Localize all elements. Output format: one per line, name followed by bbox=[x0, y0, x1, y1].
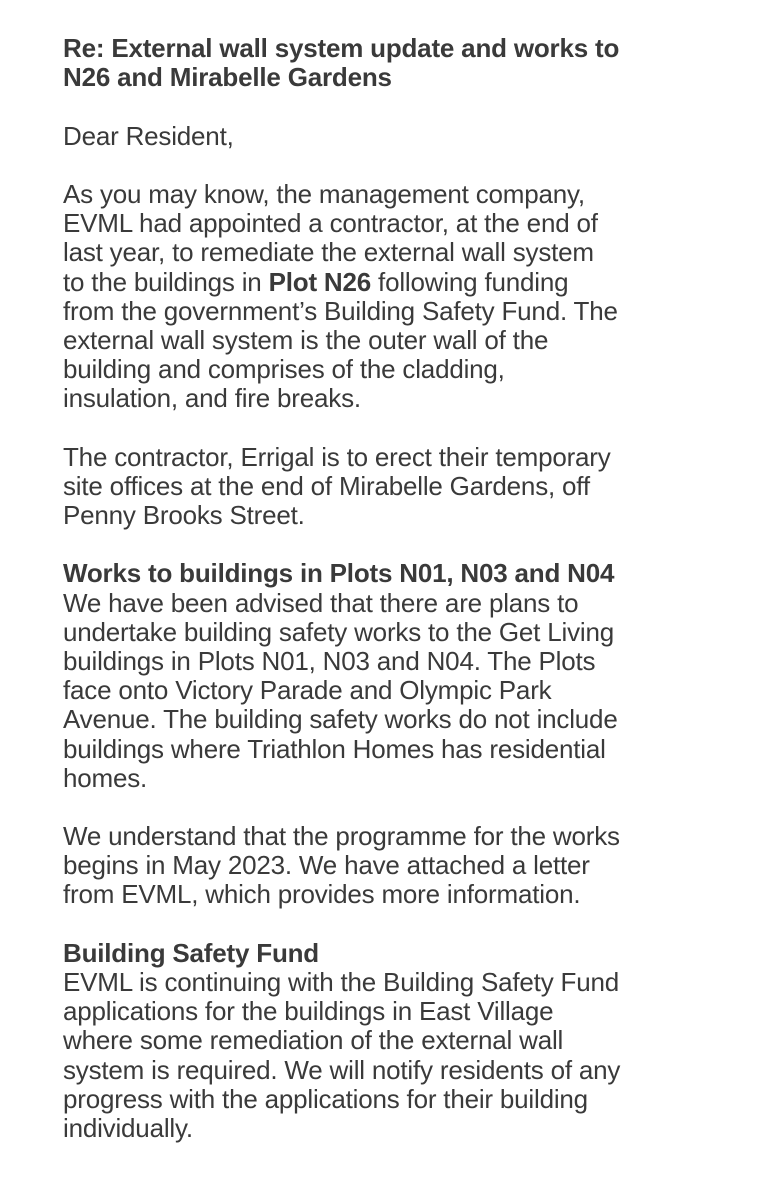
spacer bbox=[63, 793, 763, 822]
spacer bbox=[63, 92, 763, 121]
paragraph-line: undertake building safety works to the Get Living bbox=[63, 616, 614, 647]
paragraph-line: EVML had appointed a contractor, at the end of bbox=[63, 208, 598, 239]
paragraph-line: We understand that the programme for the works bbox=[63, 821, 620, 852]
paragraph-programme bbox=[63, 822, 763, 910]
paragraph-line: from the government’s Building Safety Fund. The bbox=[63, 295, 618, 326]
salutation: Dear Resident, bbox=[63, 120, 234, 151]
letter-subject bbox=[63, 34, 763, 92]
paragraph-line: Penny Brooks Street. bbox=[63, 500, 305, 530]
letter-body bbox=[63, 34, 763, 1143]
paragraph-line: Avenue. The building safety works do not include bbox=[63, 704, 618, 735]
paragraph-line: last year, to remediate the external wall system bbox=[63, 237, 594, 268]
text-fragment: to the buildings in bbox=[63, 266, 269, 297]
paragraph-line bbox=[63, 268, 763, 297]
paragraph-line: We have been advised that there are plans to bbox=[63, 587, 579, 618]
paragraph-line: homes. bbox=[63, 762, 148, 793]
paragraph-contractor-appointment bbox=[63, 180, 763, 414]
paragraph-line: applications for the buildings in East Village bbox=[63, 996, 554, 1027]
spacer bbox=[63, 530, 763, 559]
paragraph-line: begins in May 2023. We have attached a letter bbox=[63, 850, 590, 881]
spacer bbox=[63, 910, 763, 939]
paragraph-line: building and comprises of the cladding, bbox=[63, 354, 505, 385]
spacer bbox=[63, 151, 763, 180]
paragraph-line: buildings in Plots N01, N03 and N04. The Plots bbox=[63, 645, 596, 676]
text-fragment: following funding bbox=[371, 266, 569, 297]
subject-line-2: N26 and Mirabelle Gardens bbox=[63, 62, 392, 93]
paragraph-line: buildings where Triathlon Homes has residential bbox=[63, 733, 606, 764]
spacer bbox=[63, 413, 763, 442]
subject-line-1: Re: External wall system update and works to bbox=[63, 33, 620, 63]
paragraph-line: external wall system is the outer wall of the bbox=[63, 324, 549, 355]
paragraph-line: EVML is continuing with the Building Safety Fund bbox=[63, 967, 619, 997]
paragraph-line: face onto Victory Parade and Olympic Park bbox=[63, 675, 552, 706]
section-heading: Works to buildings in Plots N01, N03 and N04 bbox=[63, 558, 615, 589]
paragraph-line: insulation, and fire breaks. bbox=[63, 383, 361, 414]
paragraph-line: individually. bbox=[63, 1112, 193, 1143]
paragraph-line: As you may know, the management company, bbox=[63, 178, 585, 209]
section-building-safety-fund bbox=[63, 939, 763, 1143]
section-heading: Building Safety Fund bbox=[63, 937, 319, 968]
section-works-to-buildings bbox=[63, 559, 763, 793]
paragraph-line: system is required. We will notify residents of any bbox=[63, 1054, 621, 1085]
paragraph-site-offices bbox=[63, 443, 763, 531]
paragraph-line: The contractor, Errigal is to erect their temporary bbox=[63, 441, 611, 472]
paragraph-line: progress with the applications for their building bbox=[63, 1083, 588, 1114]
paragraph-line: where some remediation of the external wall bbox=[63, 1025, 564, 1056]
paragraph-line: from EVML, which provides more information. bbox=[63, 879, 581, 910]
plot-n26-emphasis: Plot N26 bbox=[268, 266, 372, 297]
paragraph-line: site offices at the end of Mirabelle Gardens, off bbox=[63, 470, 590, 501]
